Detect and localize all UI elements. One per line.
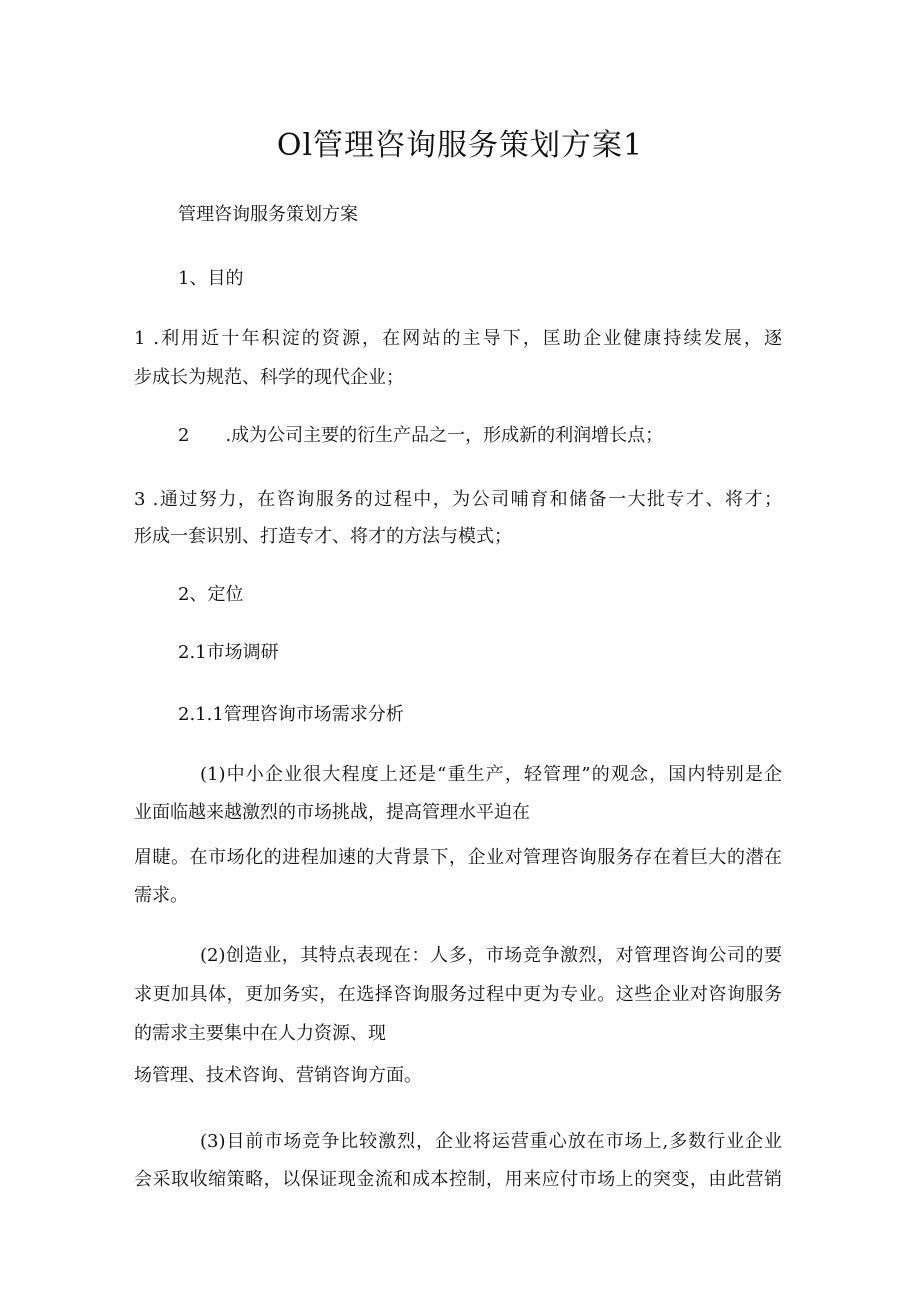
paragraph-line: 场管理、技术咨询、营销咨询方面。 — [134, 1065, 422, 1086]
paragraph-line: (3)目前市场竞争比较激烈，企业将运营重心放在市场上,多数行业企业 — [200, 1131, 782, 1152]
paragraph-line: 1 .利用近十年积淀的资源，在网站的主导下，匡助企业健康持续发展，逐 — [134, 328, 782, 349]
heading-positioning: 2、定位 — [178, 584, 244, 605]
paragraph-line: 形成一套识别、打造专才、将才的方法与模式； — [134, 526, 512, 547]
paragraph-line: 的需求主要集中在人力资源、现 — [134, 1023, 386, 1044]
heading-demand-analysis: 2.1.1管理咨询市场需求分析 — [178, 704, 404, 725]
paragraph-line: 3 .通过努力，在咨询服务的过程中，为公司哺育和储备一大批专才、将才； — [134, 489, 782, 510]
paragraph-line: 会采取收缩策略，以保证现金流和成本控制，用来应付市场上的突变，由此营销 — [134, 1169, 782, 1190]
paragraph-line: 步成长为规范、科学的现代企业； — [134, 367, 404, 388]
paragraph-line: 业面临越来越激烈的市场挑战，提高管理水平迫在 — [134, 802, 530, 823]
paragraph-line: 需求。 — [134, 885, 188, 906]
paragraph-line: 求更加具体，更加务实，在选择咨询服务过程中更为专业。这些企业对咨询服务 — [134, 984, 782, 1005]
paragraph-line: (2)创造业，其特点表现在：人多，市场竞争激烈，对管理咨询公司的要 — [200, 945, 782, 966]
heading-purpose: 1、目的 — [178, 268, 244, 289]
paragraph-line: (1)中小企业很大程度上还是“重生产，轻管理”的观念，国内特别是企 — [200, 764, 782, 785]
paragraph-line: 2 .成为公司主要的衍生产品之一，形成新的利润增长点； — [178, 425, 664, 446]
subtitle-line: 管理咨询服务策划方案 — [178, 204, 358, 225]
paragraph-line: 眉睫。在市场化的进程加速的大背景下，企业对管理咨询服务存在着巨大的潜在 — [134, 847, 782, 868]
heading-market-research: 2.1市场调研 — [178, 642, 279, 663]
document-title: Ol管理咨询服务策划方案1 — [276, 128, 644, 163]
